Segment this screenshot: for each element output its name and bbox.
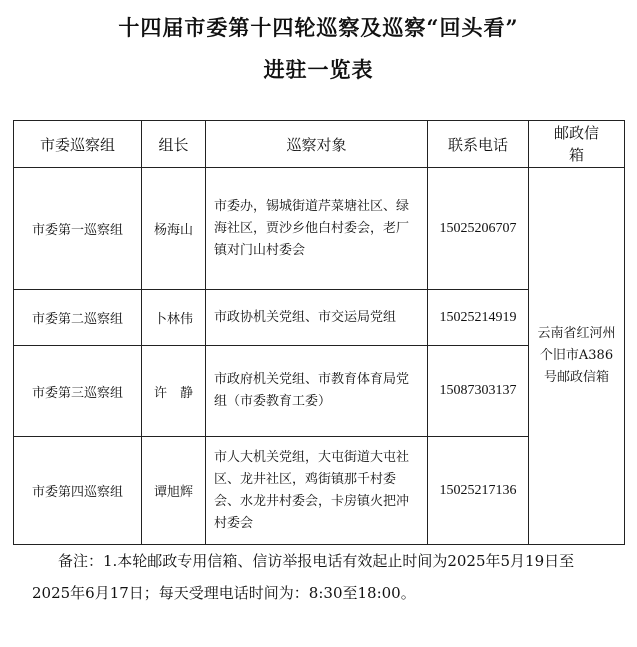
cell-phone: 15025217136 [428,437,529,545]
table-row [14,168,625,290]
header-mailbox [529,121,625,168]
cell-leader: 谭旭辉 [142,437,206,545]
cell-phone: 15087303137 [428,346,529,437]
cell-targets: 市人大机关党组，大屯街道大屯社区、龙井社区，鸡街镇那千村委会、水龙井村委会，卡房镇火把冲村委会 [206,437,428,545]
cell-group: 市委第一巡察组 [14,168,142,290]
header-phone: 联系电话 [428,121,529,168]
cell-phone: 15025206707 [428,168,529,290]
header-group: 市委巡察组 [14,121,142,168]
header-targets: 巡察对象 [206,121,428,168]
cell-leader: 许 静 [142,346,206,437]
mailbox-text: 云南省红河州个旧市A386号邮政信箱 [537,326,616,385]
table-header-row [14,121,625,168]
cell-group: 市委第三巡察组 [14,346,142,437]
header-leader: 组长 [142,121,206,168]
inspection-table [13,120,625,545]
document-title-line1: 十四届市委第十四轮巡察及巡察“回头看” [118,15,519,40]
cell-phone: 15025214919 [428,290,529,346]
cell-mailbox [529,168,625,545]
cell-group: 市委第二巡察组 [14,290,142,346]
cell-leader: 卜林伟 [142,290,206,346]
document-title-line2: 进驻一览表 [263,57,374,82]
header-mailbox-text: 邮政信箱 [553,124,599,164]
cell-targets: 市政府机关党组、市教育体育局党组（市委教育工委） [206,346,428,437]
cell-leader: 杨海山 [142,168,206,290]
cell-targets: 市政协机关党组、市交运局党组 [206,290,428,346]
cell-group: 市委第四巡察组 [14,437,142,545]
footnote: 备注：1.本轮邮政专用信箱、信访举报电话有效起止时间为2025年5月19日至2025年6月17日；每天受理电话时间为：8:30至18:00。 [32,552,575,602]
cell-targets: 市委办，锡城街道芹菜塘社区、绿海社区，贾沙乡他白村委会，老厂镇对门山村委会 [206,168,428,290]
